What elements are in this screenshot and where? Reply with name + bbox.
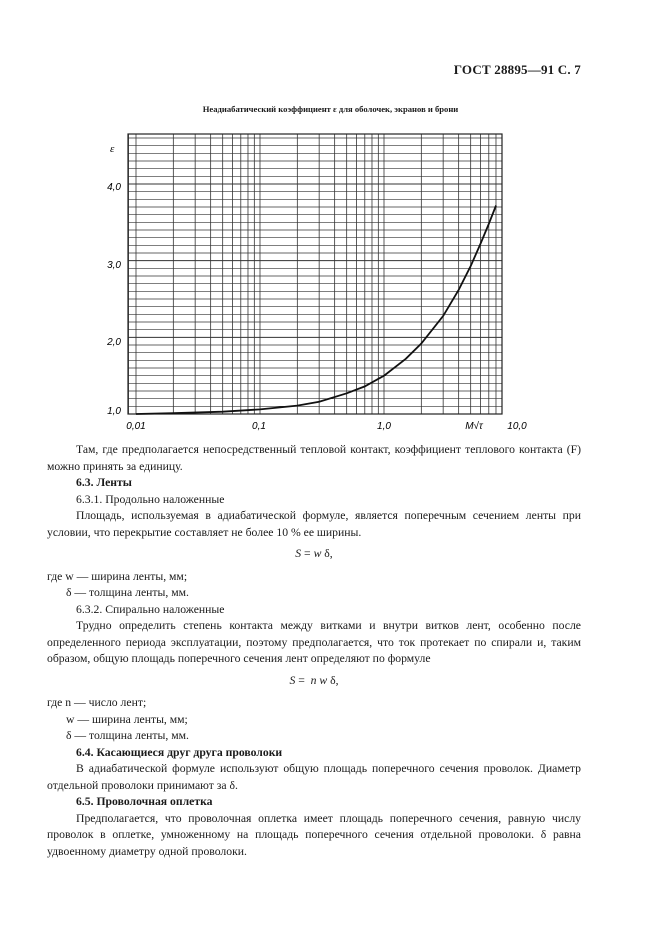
y-tick-label: 3,0 <box>107 260 121 271</box>
formula-lhs: S <box>289 673 296 687</box>
where-line: где w — ширина ленты, мм; <box>47 569 188 583</box>
epsilon-curve <box>136 206 496 415</box>
where-line: δ — толщина ленты, мм. <box>66 586 189 599</box>
x-axis-label: M√τ <box>465 421 483 432</box>
where-line: где n — число лент; <box>47 696 147 709</box>
formula <box>47 673 581 690</box>
section-heading: 6.5. Проволочная оплетка <box>76 795 213 808</box>
x-tick-label: 0,1 <box>252 421 266 432</box>
formula-delta: δ, <box>324 547 333 560</box>
section-heading: 6.4. Касающиеся друг друга проволоки <box>76 745 283 759</box>
section-heading: 6.3. Ленты <box>76 476 132 489</box>
formula-rhs: w <box>313 547 322 560</box>
y-tick-label: 1,0 <box>107 406 121 417</box>
y-tick-label: 4,0 <box>107 182 121 193</box>
document-header: ГОСТ 28895—91 С. 7 <box>453 62 581 77</box>
paragraph: В адиабатической формуле используют общую площадь поперечного сечения проволок. Диаметр отдельной проволоки принимают за δ. <box>47 762 581 792</box>
formula-lhs: S <box>295 547 302 560</box>
formula-equals: = <box>298 673 305 687</box>
formula-delta: δ, <box>330 673 339 687</box>
formula-equals: = <box>304 547 311 560</box>
formula <box>47 546 581 563</box>
where-line: w — ширина ленты, мм; <box>66 712 188 726</box>
paragraph: Трудно определить степень контакта между витками и внутри витков лент, особенно после определенного периода эксплуатации, поэтому предполагается, что ток протекает по спирали и, таким образом, общую площадь поперечного сечения лент определяют по формуле <box>47 619 581 665</box>
x-tick-label: 0,01 <box>126 421 146 432</box>
y-axis-symbol: ε <box>110 143 115 155</box>
paragraph: Там, где предполагается непосредственный тепловой контакт, коэффициент теплового контакта (F) можно принять за единицу. <box>47 443 581 473</box>
formula-rhs: n w <box>310 673 328 687</box>
paragraph: Площадь, используемая в адиабатической формуле, является поперечным сечением ленты при условии, что перекрытие составляет не более 10 % ее ширины. <box>47 509 581 539</box>
subsection-heading: 6.3.2. Спирально наложенные <box>76 602 225 616</box>
y-tick-label: 2,0 <box>107 337 121 348</box>
chart-grid-horizontal <box>128 138 502 414</box>
epsilon-chart <box>0 0 661 440</box>
x-tick-label: 10,0 <box>507 421 527 432</box>
x-tick-label: 1,0 <box>377 421 391 432</box>
paragraph: Предполагается, что проволочная оплетка имеет площадь поперечного сечения, равную числу проволок в оплетке, умноженному на площадь поперечного сечения отдельной проволоки. δ равна удвоенному диаметру одной проволоки. <box>47 811 581 858</box>
subsection-heading: 6.3.1. Продольно наложенные <box>76 492 225 506</box>
where-line: δ — толщина ленты, мм. <box>66 729 189 742</box>
figure-title: Неадиабатический коэффициент ε для оболочек, экранов и брони <box>202 104 459 114</box>
body-text <box>47 442 581 860</box>
